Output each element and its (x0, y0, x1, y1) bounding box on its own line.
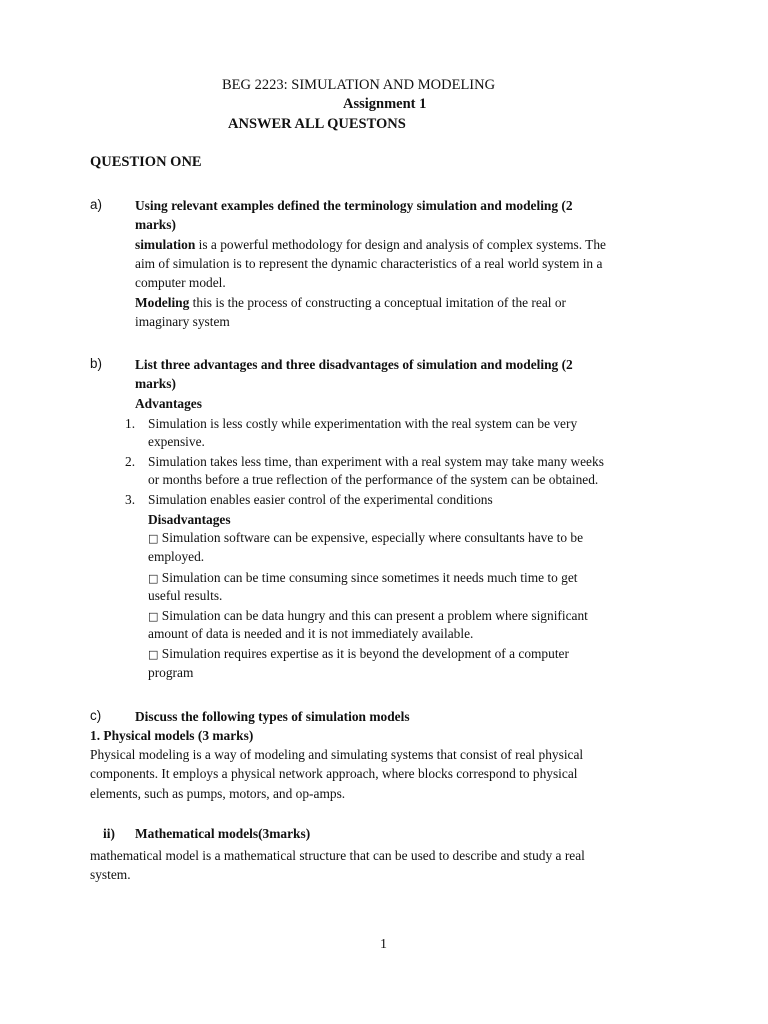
math-models-heading: Mathematical models(3marks) (135, 826, 311, 841)
disadvantage-4-text: Simulation requires expertise as it is beyond the development of a computer (158, 646, 569, 661)
page-number: 1 (380, 937, 387, 952)
physical-models-line2: components. It employs a physical network approach, where blocks correspond to physical (90, 766, 578, 781)
simulation-term: simulation (135, 237, 196, 252)
modeling-def-text: this is the process of constructing a conceptual imitation of the real or (189, 295, 567, 310)
advantage-1-line2: expensive. (148, 434, 205, 449)
part-a-label: a) (90, 197, 102, 212)
math-models-line1: mathematical model is a mathematical structure that can be used to describe and study a real (90, 848, 585, 863)
advantages-heading: Advantages (135, 396, 202, 411)
course-title: BEG 2223: SIMULATION AND MODELING (222, 77, 496, 93)
missing-glyph-icon: □ (148, 610, 159, 623)
disadvantage-3-line1 (148, 606, 588, 626)
part-a-question-line2: marks) (135, 217, 176, 232)
question-one-heading: QUESTION ONE (90, 154, 202, 170)
disadvantage-1-line2: employed. (148, 549, 205, 564)
simulation-definition-line2: aim of simulation is to represent the dynamic characteristics of a real world system in a (135, 256, 603, 271)
simulation-def-text: is a powerful methodology for design and analysis of complex systems. The (195, 237, 606, 252)
disadvantage-3-line2: amount of data is needed and it is not immediately available. (148, 626, 474, 641)
disadvantage-4-line2: program (148, 665, 194, 680)
instruction-line: ANSWER ALL QUESTONS (228, 116, 406, 132)
advantage-3-line1: Simulation enables easier control of the experimental conditions (148, 492, 493, 507)
physical-models-heading: 1. Physical models (3 marks) (90, 728, 254, 743)
modeling-term: Modeling (135, 295, 190, 310)
disadvantage-1-line1 (148, 528, 583, 548)
disadvantage-2-line1 (148, 568, 578, 588)
modeling-definition-line1 (135, 293, 566, 312)
advantage-2-line2: or months before a true reflection of the performance of the system can be obtained. (148, 472, 599, 487)
advantage-1-number: 1. (125, 416, 136, 431)
part-b-label: b) (90, 356, 102, 371)
missing-glyph-icon: □ (148, 532, 159, 545)
disadvantage-1-text: Simulation software can be expensive, especially where consultants have to be (158, 530, 584, 545)
part-c-question: Discuss the following types of simulation models (135, 709, 410, 724)
part-b-question-line1: List three advantages and three disadvantages of simulation and modeling (2 (135, 357, 573, 372)
part-b-question-line2: marks) (135, 376, 176, 391)
advantage-2-number: 2. (125, 454, 136, 469)
physical-models-line3: elements, such as pumps, motors, and op-amps. (90, 786, 346, 801)
part-c-label: c) (90, 708, 102, 723)
disadvantage-3-text: Simulation can be data hungry and this can present a problem where significant (158, 608, 588, 623)
missing-glyph-icon: □ (148, 648, 159, 661)
assignment-title: Assignment 1 (343, 96, 427, 112)
advantage-1-line1: Simulation is less costly while experimentation with the real system can be very (148, 416, 578, 431)
modeling-definition-line2: imaginary system (135, 314, 230, 329)
physical-models-line1: Physical modeling is a way of modeling and simulating systems that consist of real physical (90, 747, 584, 762)
disadvantages-heading: Disadvantages (148, 512, 231, 527)
advantage-2-line1: Simulation takes less time, than experiment with a real system may take many weeks (148, 454, 604, 469)
missing-glyph-icon: □ (148, 572, 159, 585)
simulation-definition-line1 (135, 235, 606, 254)
disadvantage-2-text: Simulation can be time consuming since sometimes it needs much time to get (158, 570, 578, 585)
advantage-3-number: 3. (125, 492, 136, 507)
disadvantage-4-line1 (148, 644, 569, 664)
simulation-definition-line3: computer model. (135, 275, 226, 290)
part-a-question-line1: Using relevant examples defined the terminology simulation and modeling (2 (135, 198, 573, 213)
math-models-line2: system. (90, 867, 131, 882)
disadvantage-2-line2: useful results. (148, 588, 223, 603)
math-models-number: ii) (103, 826, 115, 841)
